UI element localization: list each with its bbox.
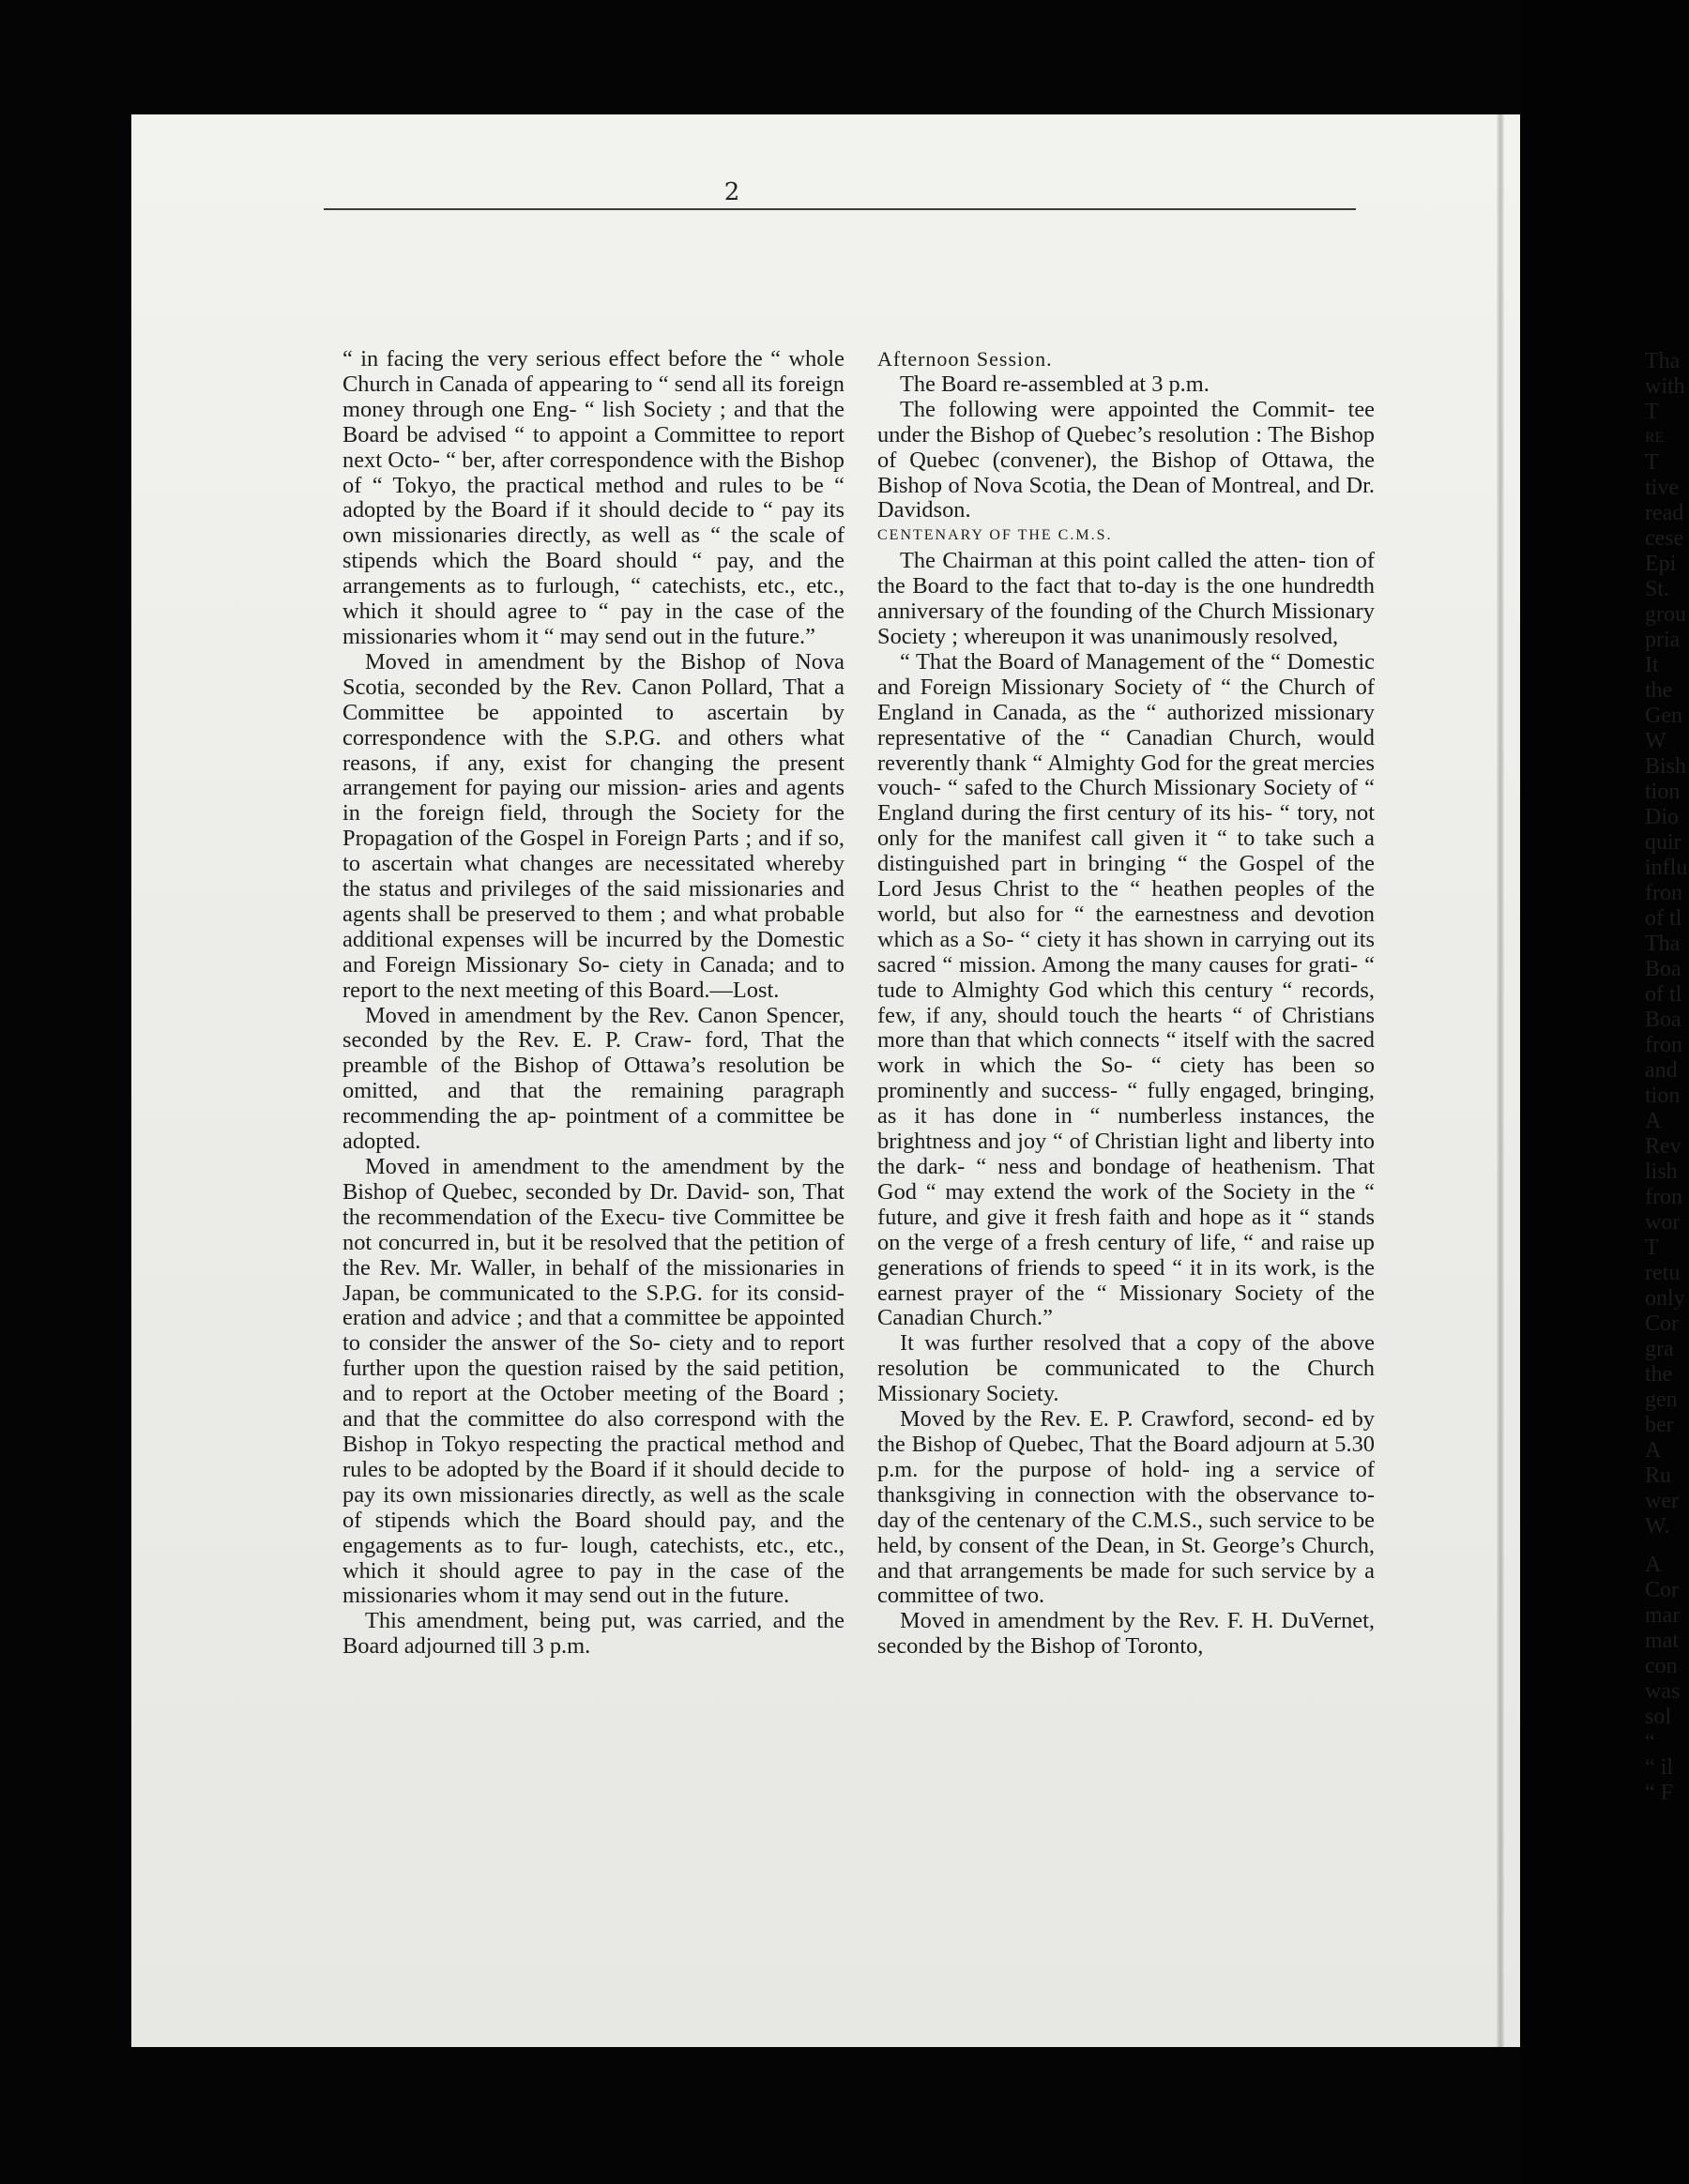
middle-paragraph: The following were appointed the Commit- tee under the Bishop of Quebec’s resolution : The Bishop of Quebec (convener), the Bishop of Ottawa, the Bishop of Nova Scotia, the Dean of Montreal, and Dr. Davidson.: [877, 396, 1375, 523]
middle-paragraph: It was further resolved that a copy of the above resolution be communicated to the Church Missionary Society.: [877, 1330, 1375, 1407]
header-rule: [324, 208, 1356, 210]
middle-paragraph: The Board re-assembled at 3 p.m.: [900, 371, 1210, 397]
fragment-line: A: [1645, 1109, 1662, 1133]
fragment-line: the: [1645, 1362, 1673, 1387]
left-quote: “ in facing the very serious effect before the “ whole Church in Canada of appearing to “ send all its foreign money through one Eng- “ lish Society ; and that the Board be advised “ to appoint a Committee to report next Octo- “ ber, after correspondence with the Bishop of “ Tokyo, the practical method and rules to be “ adopted by the Board if it should decide to “ pay its own missionaries directly, as well as “ the scale of stipends which the Board should “ pay, and the arrangements as to furlough, “ catechists, etc., etc., which it should agree to “ pay in the case of the missionaries whom it “ may send out in the future.”: [342, 346, 844, 649]
fragment-line: mar: [1645, 1603, 1681, 1628]
fragment-line: con: [1645, 1654, 1678, 1678]
fragment-line: Tha: [1645, 349, 1681, 373]
fragment-line: W: [1645, 729, 1666, 753]
middle-paragraph: “ That the Board of Management of the “ Domestic and Foreign Missionary Society of “ the Church of England in Canada, as the “ authorized missionary representative of the “ Canadian Church, would reverently thank “ Almighty God for the great mercies vouch- “ safed to the Church Missionary Society of “ England during the first century of its his- “ tory, not only for the manifest call given it “ to take such a distinguished part in bringing “ the Gospel of the Lord Jesus Christ to the “ heathen peoples of the world, but also for “ the earnestness and devotion which as a So- “ ciety it has shown in carrying out its sacred “ mission. Among the many causes for grati- “ tude to Almighty God which this century “ records, few, if any, should touch the hearts “ of Christians more than that which connects “ itself with the sacred work in which the So- “ ciety has been so prominently and success- “ fully engaged, bringing, as it has done in “ numberless instances, the brightness and joy “ of Christian light and liberty into the dark- “ ness and bondage of heathenism. That God “ may extend the work of the Society in the “ future, and give it fresh faith and hope as it “ stands on the verge of a fresh century of life, “ and raise up generations of friends to speed “ it in its work, is the earnest prayer of the “ Missionary Society of the Canadian Church.”: [877, 648, 1375, 1331]
fragment-line: tive: [1645, 476, 1679, 500]
fragment-line: wer: [1645, 1489, 1679, 1513]
fragment-line: fron: [1645, 1033, 1682, 1057]
fragment-line: Dio: [1645, 805, 1679, 829]
fragment-line: Bish: [1645, 754, 1687, 779]
fragment-line: T: [1645, 1236, 1659, 1260]
fragment-line: T: [1645, 400, 1659, 424]
middle-paragraph: Moved by the Rev. E. P. Crawford, second- ed by the Bishop of Quebec, That the Board adjourn at 5.30 p.m. for the purpose of hold- ing a service of thanksgiving in connection with the observance to-day of the centenary of the C.M.S., such service to be held, by consent of the Dean, in St. George’s Church, and that arrangements be made for such service by a committee of two.: [877, 1406, 1375, 1609]
fragment-line: It: [1645, 653, 1659, 677]
fragment-line: Cor: [1645, 1578, 1679, 1602]
fragment-line: gra: [1645, 1337, 1674, 1361]
fragment-line: the: [1645, 678, 1673, 703]
fragment-line: read: [1645, 501, 1684, 525]
fragment-line: grou: [1645, 602, 1686, 627]
fragment-line: pria: [1645, 628, 1681, 652]
left-paragraph: This amendment, being put, was carried, and the Board adjourned till 3 p.m.: [342, 1608, 844, 1660]
middle-column: [877, 347, 1375, 1660]
fragment-line: only: [1645, 1286, 1685, 1311]
fragment-line: of tl: [1645, 906, 1682, 931]
fragment-line: Ru: [1645, 1464, 1672, 1488]
fragment-line: influ: [1645, 856, 1688, 880]
fragment-line: St.: [1645, 577, 1670, 601]
fragment-line: gen: [1645, 1388, 1678, 1412]
fragment-line: fron: [1645, 1185, 1682, 1209]
fragment-line: Boa: [1645, 957, 1681, 981]
middle-subheading: CENTENARY OF THE C.M.S.: [877, 527, 1113, 544]
fragment-line: RE: [1645, 430, 1665, 446]
fragment-line: [1645, 1539, 1689, 1553]
fragment-line: W.: [1645, 1514, 1670, 1539]
fragment-line: tion: [1645, 780, 1681, 804]
fragment-line: cese: [1645, 526, 1684, 551]
left-paragraph: Moved in amendment by the Bishop of Nova Scotia, seconded by the Rev. Canon Pollard, That a Committee be appointed to ascertain by correspondence with the S.P.G. and others what reasons, if any, exist for changing the present arrangement for paying our mission- aries and agents in the foreign field, through the Society for the Propagation of the Gospel in Foreign Parts ; and if so, to ascertain what changes are necessitated whereby the status and privileges of the said missionaries and agents shall be preserved to them ; and what probable additional expenses will be incurred by the Domestic and Foreign Missionary So- ciety in Canada; and to report to the next meeting of this Board.—Lost.: [342, 648, 844, 1003]
next-page-fragment: [1645, 349, 1689, 1806]
page-number: 2: [723, 178, 740, 206]
middle-heading: Afternoon Session.: [877, 347, 1053, 371]
fragment-line: ber: [1645, 1413, 1674, 1437]
fragment-line: quir: [1645, 830, 1681, 855]
fragment-line: T: [1645, 450, 1659, 475]
fragment-line: tion: [1645, 1084, 1681, 1108]
fragment-line: A: [1645, 1438, 1662, 1463]
middle-paragraph: The Chairman at this point called the atten- tion of the Board to the fact that to-day is the one hundredth anniversary of the founding of the Church Missionary Society ; whereupon it was unanimously resolved,: [877, 548, 1375, 649]
fragment-line: Tha: [1645, 932, 1681, 956]
left-column: [342, 347, 844, 1660]
fragment-line: fron: [1645, 881, 1682, 905]
fragment-line: mat: [1645, 1629, 1679, 1653]
fragment-line: with: [1645, 374, 1685, 399]
fragment-line: sol: [1645, 1705, 1672, 1729]
fragment-line: was: [1645, 1679, 1681, 1704]
fragment-line: Rev: [1645, 1134, 1681, 1159]
page-fold: [1497, 114, 1504, 2047]
fragment-line: and: [1645, 1058, 1678, 1083]
fragment-line: retu: [1645, 1261, 1681, 1285]
fragment-line: of tl: [1645, 982, 1682, 1007]
left-paragraph: Moved in amendment to the amendment by the Bishop of Quebec, seconded by Dr. David- son, That the recommendation of the Execu- tive Committee be not concurred in, but it be resolved that the petition of the Rev. Mr. Waller, in behalf of the missionaries in Japan, be communicated to the S.P.G. for its consid- eration and advice ; and that a committee be appointed to consider the answer of the So- ciety and to report further upon the question raised by the said petition, and to report at the October meeting of the Board ; and that the committee do also correspond with the Bishop in Tokyo respecting the practical method and rules to be adopted by the Board if it should decide to pay its own missionaries directly, as well as the scale of stipends which the Board should pay, and the engagements as to fur- lough, catechists, etc., etc., which it should agree to pay in the case of the missionaries whom it may send out in the future.: [342, 1154, 844, 1609]
fragment-line: “ F: [1645, 1781, 1673, 1805]
fragment-line: wor: [1645, 1210, 1681, 1235]
left-paragraph: Moved in amendment by the Rev. Canon Spencer, seconded by the Rev. E. P. Craw- ford, That the preamble of the Bishop of Ottawa’s resolution be omitted, and that the remaining paragraph recommending the ap- pointment of a committee be adopted.: [342, 1002, 844, 1155]
fragment-line: lish: [1645, 1160, 1678, 1184]
fragment-line: “: [1645, 1730, 1655, 1754]
fragment-line: Boa: [1645, 1008, 1681, 1032]
fragment-line: “ il: [1645, 1755, 1673, 1780]
fragment-line: Epi: [1645, 552, 1677, 576]
fragment-line: Cor: [1645, 1312, 1679, 1336]
fragment-line: A: [1645, 1553, 1662, 1577]
fragment-line: Gen: [1645, 704, 1682, 728]
middle-paragraph: Moved in amendment by the Rev. F. H. DuVernet, seconded by the Bishop of Toronto,: [877, 1608, 1375, 1660]
